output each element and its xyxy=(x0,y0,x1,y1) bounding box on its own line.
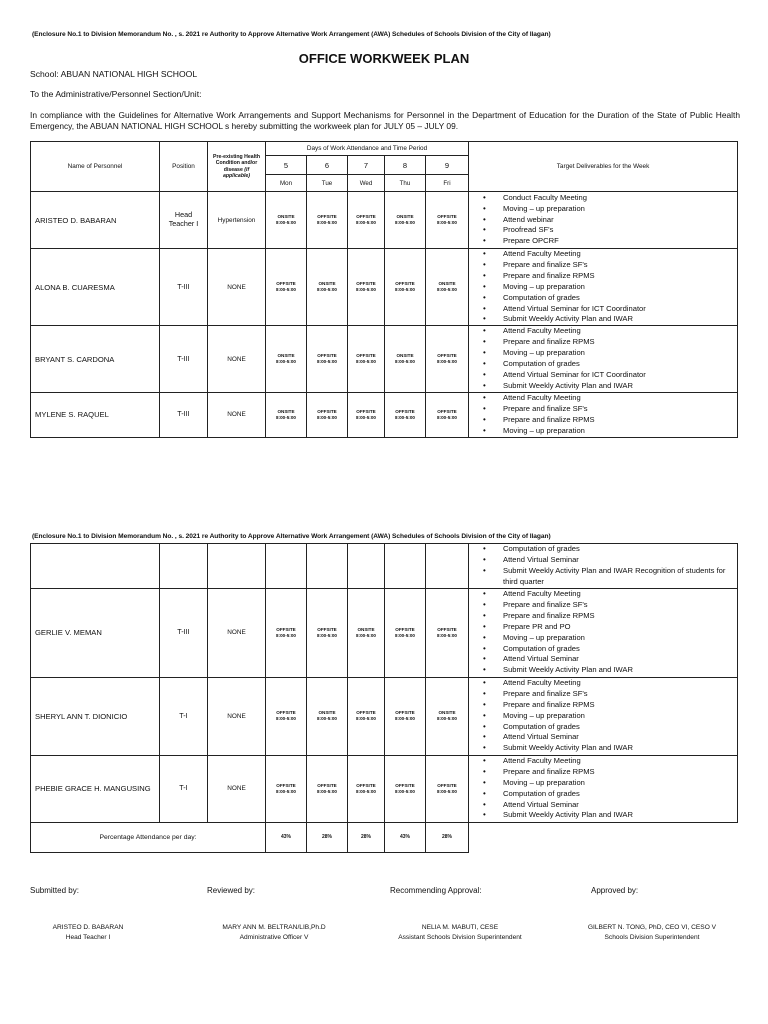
schedule-mode: OFFSITE xyxy=(317,626,337,632)
schedule-cell xyxy=(426,249,469,326)
personnel-name: PHEBIE GRACE H. MANGUSING xyxy=(31,755,160,822)
deliverable-item: • Computation of grades xyxy=(475,644,735,655)
day-number-2: 6 xyxy=(307,156,348,175)
deliverable-item: • Attend Virtual Seminar xyxy=(475,800,735,811)
schedule-cell xyxy=(385,392,426,437)
deliverable-item: • Prepare PR and PO xyxy=(475,622,735,633)
schedule-cell xyxy=(426,588,469,677)
schedule-time: 8:00-5:00 xyxy=(317,716,337,722)
deliverable-item: • Moving – up preparation xyxy=(475,204,735,215)
schedule-cell xyxy=(348,588,385,677)
signatory-block xyxy=(562,923,742,942)
schedule-cell xyxy=(307,588,348,677)
signatory-title: Head Teacher I xyxy=(65,933,111,941)
deliverable-item: • Submit Weekly Activity Plan and IWAR xyxy=(475,810,735,821)
schedule-cell xyxy=(348,326,385,392)
signatory-name: MARY ANN M. BELTRAN/LIB,Ph.D xyxy=(222,924,326,931)
personnel-row xyxy=(31,588,738,677)
deliverable-item: • Prepare and finalize RPMS xyxy=(475,271,735,282)
deliverables-list xyxy=(471,756,735,821)
workweek-table-page1 xyxy=(30,141,738,438)
schedule-cell xyxy=(266,755,307,822)
signatory-name: NELIA M. MABUTI, CESE xyxy=(421,924,499,931)
schedule-mode: OFFSITE xyxy=(276,281,296,287)
signatory-name: GILBERT N. TONG, PhD, CEO VI, CESO V xyxy=(587,924,717,931)
deliverable-item: • Computation of grades xyxy=(475,722,735,733)
signatory-label: Recommending Approval: xyxy=(390,886,482,895)
schedule-time: 8:00-5:00 xyxy=(395,632,415,638)
header-position: Position xyxy=(160,142,208,192)
schedule-mode: OFFSITE xyxy=(395,782,415,788)
percentage-value: 43% xyxy=(266,822,307,852)
day-number-4: 8 xyxy=(385,156,426,175)
deliverable-item: • Moving – up preparation xyxy=(475,426,735,437)
schedule-mode: OFFSITE xyxy=(276,710,296,716)
schedule-mode: ONSITE xyxy=(318,281,336,287)
personnel-name: MYLENE S. RAQUEL xyxy=(31,392,160,437)
schedule-time: 8:00-5:00 xyxy=(437,788,457,794)
personnel-row xyxy=(31,677,738,755)
schedule-time: 8:00-5:00 xyxy=(437,632,457,638)
empty-cell xyxy=(426,544,469,589)
deliverables-cell xyxy=(469,192,738,249)
schedule-cell xyxy=(348,192,385,249)
schedule-time: 8:00-5:00 xyxy=(395,788,415,794)
schedule-time: 8:00-5:00 xyxy=(317,220,337,225)
schedule-mode: OFFSITE xyxy=(317,782,337,788)
day-name-2: Tue xyxy=(307,175,348,192)
deliverable-item: • Submit Weekly Activity Plan and IWAR xyxy=(475,665,735,676)
deliverable-item: • Attend Faculty Meeting xyxy=(475,249,735,260)
schedule-mode: OFFSITE xyxy=(276,626,296,632)
schedule-mode: OFFSITE xyxy=(356,353,376,359)
schedule-cell xyxy=(426,326,469,392)
schedule-time: 8:00-5:00 xyxy=(395,414,415,420)
schedule-mode: ONSITE xyxy=(318,710,336,716)
personnel-name: SHERYL ANN T. DIONICIO xyxy=(31,677,160,755)
header-days-group: Days of Work Attendance and Time Period xyxy=(266,142,469,156)
deliverable-item: • Submit Weekly Activity Plan and IWAR Recognition of students for third quarter xyxy=(475,566,735,588)
empty-cell xyxy=(266,544,307,589)
health-condition: NONE xyxy=(208,249,266,326)
schedule-time: 8:00-5:00 xyxy=(276,632,296,638)
schedule-mode: OFFSITE xyxy=(356,782,376,788)
schedule-cell xyxy=(426,392,469,437)
schedule-time: 8:00-5:00 xyxy=(276,220,296,225)
schedule-cell xyxy=(348,755,385,822)
header-condition xyxy=(208,142,266,192)
deliverable-item: • Attend Faculty Meeting xyxy=(475,393,735,404)
empty-cell xyxy=(469,822,738,852)
schedule-cell xyxy=(266,588,307,677)
day-name-5: Fri xyxy=(426,175,469,192)
empty-cell xyxy=(307,544,348,589)
health-condition: NONE xyxy=(208,677,266,755)
empty-cell xyxy=(160,544,208,589)
health-condition: NONE xyxy=(208,392,266,437)
personnel-position: Head Teacher I xyxy=(160,192,208,249)
day-name-4: Thu xyxy=(385,175,426,192)
deliverable-item: • Attend Virtual Seminar for ICT Coordinator xyxy=(475,370,735,381)
schedule-time: 8:00-5:00 xyxy=(437,287,457,293)
schedule-cell xyxy=(385,326,426,392)
schedule-time: 8:00-5:00 xyxy=(437,220,457,225)
schedule-time: 8:00-5:00 xyxy=(317,414,337,420)
schedule-cell xyxy=(348,249,385,326)
schedule-cell xyxy=(426,192,469,249)
schedule-cell xyxy=(426,755,469,822)
deliverable-item: • Computation of grades xyxy=(475,544,735,555)
page-title: OFFICE WORKWEEK PLAN xyxy=(298,51,470,66)
schedule-cell xyxy=(385,192,426,249)
schedule-mode: ONSITE xyxy=(396,353,414,359)
deliverable-item: • Attend Virtual Seminar for ICT Coordinator xyxy=(475,304,735,315)
workweek-table-page2 xyxy=(30,543,738,853)
unit-line: To the Administrative/Personnel Section/Unit: xyxy=(30,89,202,99)
deliverables-cell xyxy=(469,588,738,677)
schedule-time: 8:00-5:00 xyxy=(317,632,337,638)
header-deliverables: Target Deliverables for the Week xyxy=(469,142,738,192)
schedule-cell xyxy=(266,677,307,755)
deliverable-item: • Submit Weekly Activity Plan and IWAR xyxy=(475,314,735,325)
schedule-mode: OFFSITE xyxy=(437,353,457,359)
deliverable-item: • Prepare and finalize SF's xyxy=(475,600,735,611)
deliverable-item: • Moving – up preparation xyxy=(475,711,735,722)
deliverables-cell xyxy=(469,326,738,392)
deliverable-item: • Attend Virtual Seminar xyxy=(475,732,735,743)
deliverable-item: • Moving – up preparation xyxy=(475,778,735,789)
schedule-time: 8:00-5:00 xyxy=(356,716,376,722)
deliverable-item: • Conduct Faculty Meeting xyxy=(475,193,735,204)
schedule-cell xyxy=(266,326,307,392)
percentage-value: 28% xyxy=(307,822,348,852)
signatory-title: Schools Division Superintendent xyxy=(604,933,700,941)
signatory-name: ARISTEO D. BABARAN xyxy=(52,924,124,931)
signatory-label: Reviewed by: xyxy=(207,886,256,895)
deliverables-list xyxy=(471,544,735,588)
schedule-time: 8:00-5:00 xyxy=(276,359,296,365)
schedule-cell xyxy=(266,392,307,437)
personnel-position: T-I xyxy=(160,677,208,755)
schedule-mode: OFFSITE xyxy=(395,626,415,632)
schedule-mode: ONSITE xyxy=(438,710,456,716)
personnel-name: ALONA B. CUARESMA xyxy=(31,249,160,326)
deliverable-item: • Moving – up preparation xyxy=(475,348,735,359)
personnel-position: T-III xyxy=(160,588,208,677)
deliverable-item: • Submit Weekly Activity Plan and IWAR xyxy=(475,743,735,754)
schedule-cell xyxy=(307,677,348,755)
schedule-cell xyxy=(266,192,307,249)
signatory-label: Approved by: xyxy=(591,886,639,895)
schedule-time: 8:00-5:00 xyxy=(395,716,415,722)
deliverable-item: • Prepare and finalize RPMS xyxy=(475,415,735,426)
personnel-name: ARISTEO D. BABARAN xyxy=(31,192,160,249)
deliverable-item: • Proofread SF's xyxy=(475,225,735,236)
percentage-row xyxy=(31,822,738,852)
schedule-time: 8:00-5:00 xyxy=(276,716,296,722)
schedule-time: 8:00-5:00 xyxy=(276,287,296,293)
schedule-mode: OFFSITE xyxy=(437,626,457,632)
health-condition: NONE xyxy=(208,755,266,822)
deliverables-cell xyxy=(469,249,738,326)
schedule-time: 8:00-5:00 xyxy=(356,359,376,365)
deliverable-item: • Prepare and finalize RPMS xyxy=(475,337,735,348)
schedule-time: 8:00-5:00 xyxy=(356,287,376,293)
header-condition-note: (if applicable) xyxy=(222,166,251,179)
signatory-block xyxy=(184,923,364,942)
schedule-time: 8:00-5:00 xyxy=(356,788,376,794)
deliverable-item: • Attend Faculty Meeting xyxy=(475,589,735,600)
schedule-time: 8:00-5:00 xyxy=(395,220,415,225)
personnel-row xyxy=(31,392,738,437)
day-number-3: 7 xyxy=(348,156,385,175)
continued-deliverables-cell xyxy=(469,544,738,589)
deliverables-list xyxy=(471,393,735,437)
deliverables-cell xyxy=(469,677,738,755)
schedule-mode: OFFSITE xyxy=(356,214,376,219)
deliverable-item: • Attend Faculty Meeting xyxy=(475,678,735,689)
schedule-time: 8:00-5:00 xyxy=(317,359,337,365)
empty-cell xyxy=(31,544,160,589)
schedule-cell xyxy=(348,677,385,755)
deliverable-item: • Computation of grades xyxy=(475,359,735,370)
percentage-value: 28% xyxy=(348,822,385,852)
deliverable-item: • Attend Faculty Meeting xyxy=(475,326,735,337)
schedule-mode: ONSITE xyxy=(396,214,414,219)
empty-cell xyxy=(385,544,426,589)
personnel-row xyxy=(31,192,738,249)
personnel-position: T-I xyxy=(160,755,208,822)
deliverable-item: • Computation of grades xyxy=(475,293,735,304)
schedule-mode: OFFSITE xyxy=(437,782,457,788)
schedule-cell xyxy=(385,588,426,677)
personnel-name: BRYANT S. CARDONA xyxy=(31,326,160,392)
deliverable-item: • Attend Virtual Seminar xyxy=(475,555,735,566)
schedule-mode: OFFSITE xyxy=(317,353,337,359)
deliverables-list xyxy=(471,249,735,325)
deliverables-list xyxy=(471,589,735,676)
personnel-position: T-III xyxy=(160,392,208,437)
signatory-title: Assistant Schools Division Superintendent xyxy=(398,933,522,941)
personnel-position: T-III xyxy=(160,249,208,326)
schedule-mode: OFFSITE xyxy=(356,710,376,716)
schedule-time: 8:00-5:00 xyxy=(356,220,376,225)
schedule-mode: ONSITE xyxy=(277,353,295,359)
schedule-time: 8:00-5:00 xyxy=(437,716,457,722)
day-number-5: 9 xyxy=(426,156,469,175)
schedule-cell xyxy=(307,755,348,822)
personnel-position: T-III xyxy=(160,326,208,392)
deliverable-item: • Moving – up preparation xyxy=(475,633,735,644)
deliverable-item: • Prepare and finalize RPMS xyxy=(475,700,735,711)
deliverable-item: • Computation of grades xyxy=(475,789,735,800)
schedule-mode: OFFSITE xyxy=(276,782,296,788)
deliverable-item: • Prepare and finalize RPMS xyxy=(475,767,735,778)
schedule-time: 8:00-5:00 xyxy=(356,414,376,420)
signatory-block xyxy=(370,923,550,942)
schedule-cell xyxy=(307,326,348,392)
deliverable-item: • Prepare and finalize RPMS xyxy=(475,611,735,622)
schedule-mode: ONSITE xyxy=(357,626,375,632)
schedule-time: 8:00-5:00 xyxy=(276,414,296,420)
schedule-cell xyxy=(307,192,348,249)
deliverable-item: • Prepare and finalize SF's xyxy=(475,260,735,271)
schedule-mode: ONSITE xyxy=(277,214,295,219)
signatory-block xyxy=(0,923,178,942)
deliverable-item: • Prepare and finalize SF's xyxy=(475,404,735,415)
health-condition: NONE xyxy=(208,326,266,392)
schedule-time: 8:00-5:00 xyxy=(437,414,457,420)
schedule-time: 8:00-5:00 xyxy=(395,287,415,293)
personnel-name: GERLIE V. MEMAN xyxy=(31,588,160,677)
percentage-label: Percentage Attendance per day: xyxy=(31,822,266,852)
health-condition: Hypertension xyxy=(208,192,266,249)
schedule-cell xyxy=(266,249,307,326)
deliverables-list xyxy=(471,678,735,754)
signatory-title: Administrative Officer V xyxy=(239,933,309,941)
schedule-mode: OFFSITE xyxy=(395,281,415,287)
deliverable-item: • Submit Weekly Activity Plan and IWAR xyxy=(475,381,735,392)
health-condition: NONE xyxy=(208,588,266,677)
enclosure-note-page2: (Enclosure No.1 to Division Memorandum No. , s. 2021 re Authority to Approve Alternative Work Arrangement (AWA) Schedules of Schools Division of the City of Ilagan) xyxy=(32,533,551,540)
schedule-cell xyxy=(426,677,469,755)
schedule-cell xyxy=(385,755,426,822)
schedule-time: 8:00-5:00 xyxy=(317,788,337,794)
deliverable-item: • Prepare OPCRF xyxy=(475,236,735,247)
schedule-time: 8:00-5:00 xyxy=(317,287,337,293)
empty-cell xyxy=(208,544,266,589)
schedule-mode: OFFSITE xyxy=(395,408,415,414)
personnel-row xyxy=(31,755,738,822)
schedule-mode: ONSITE xyxy=(277,408,295,414)
deliverables-cell xyxy=(469,392,738,437)
compliance-paragraph: In compliance with the Guidelines for Alternative Work Arrangements and Support Mechanisms for Personnel in the Department of Education for the Duration of the State of Public Health Emergency, the ABUAN NATIONAL HIGH SCHOOL s hereby submitting the workweek plan for JULY 05 – JULY 09. xyxy=(30,110,740,131)
deliverable-item: • Moving – up preparation xyxy=(475,282,735,293)
deliverables-list xyxy=(471,326,735,391)
deliverables-list xyxy=(471,193,735,248)
percentage-value: 43% xyxy=(385,822,426,852)
continued-row xyxy=(31,544,738,589)
schedule-mode: OFFSITE xyxy=(395,710,415,716)
schedule-mode: OFFSITE xyxy=(356,408,376,414)
day-name-1: Mon xyxy=(266,175,307,192)
day-number-1: 5 xyxy=(266,156,307,175)
percentage-value: 28% xyxy=(426,822,469,852)
schedule-mode: OFFSITE xyxy=(317,214,337,219)
header-condition-text: Pre-existing Health Condition and/or disease xyxy=(213,154,260,173)
deliverable-item: • Prepare and finalize SF's xyxy=(475,689,735,700)
deliverable-item: • Attend webinar xyxy=(475,215,735,226)
schedule-mode: OFFSITE xyxy=(317,408,337,414)
personnel-row xyxy=(31,249,738,326)
deliverables-cell xyxy=(469,755,738,822)
schedule-cell xyxy=(385,249,426,326)
schedule-mode: OFFSITE xyxy=(356,281,376,287)
schedule-cell xyxy=(307,392,348,437)
header-name: Name of Personnel xyxy=(31,142,160,192)
schedule-time: 8:00-5:00 xyxy=(395,359,415,365)
schedule-time: 8:00-5:00 xyxy=(276,788,296,794)
schedule-mode: OFFSITE xyxy=(437,408,457,414)
schedule-time: 8:00-5:00 xyxy=(356,632,376,638)
schedule-mode: OFFSITE xyxy=(437,214,457,219)
day-name-3: Wed xyxy=(348,175,385,192)
signatory-label: Submitted by: xyxy=(30,886,79,895)
personnel-row xyxy=(31,326,738,392)
schedule-cell xyxy=(307,249,348,326)
schedule-cell xyxy=(348,392,385,437)
schedule-mode: ONSITE xyxy=(438,281,456,287)
empty-cell xyxy=(348,544,385,589)
schedule-time: 8:00-5:00 xyxy=(437,359,457,365)
enclosure-note: (Enclosure No.1 to Division Memorandum No. , s. 2021 re Authority to Approve Alternative Work Arrangement (AWA) Schedules of Schools Division of the City of Ilagan) xyxy=(32,31,551,38)
deliverable-item: • Attend Virtual Seminar xyxy=(475,654,735,665)
deliverable-item: • Attend Faculty Meeting xyxy=(475,756,735,767)
school-line: School: ABUAN NATIONAL HIGH SCHOOL xyxy=(30,69,198,79)
schedule-cell xyxy=(385,677,426,755)
